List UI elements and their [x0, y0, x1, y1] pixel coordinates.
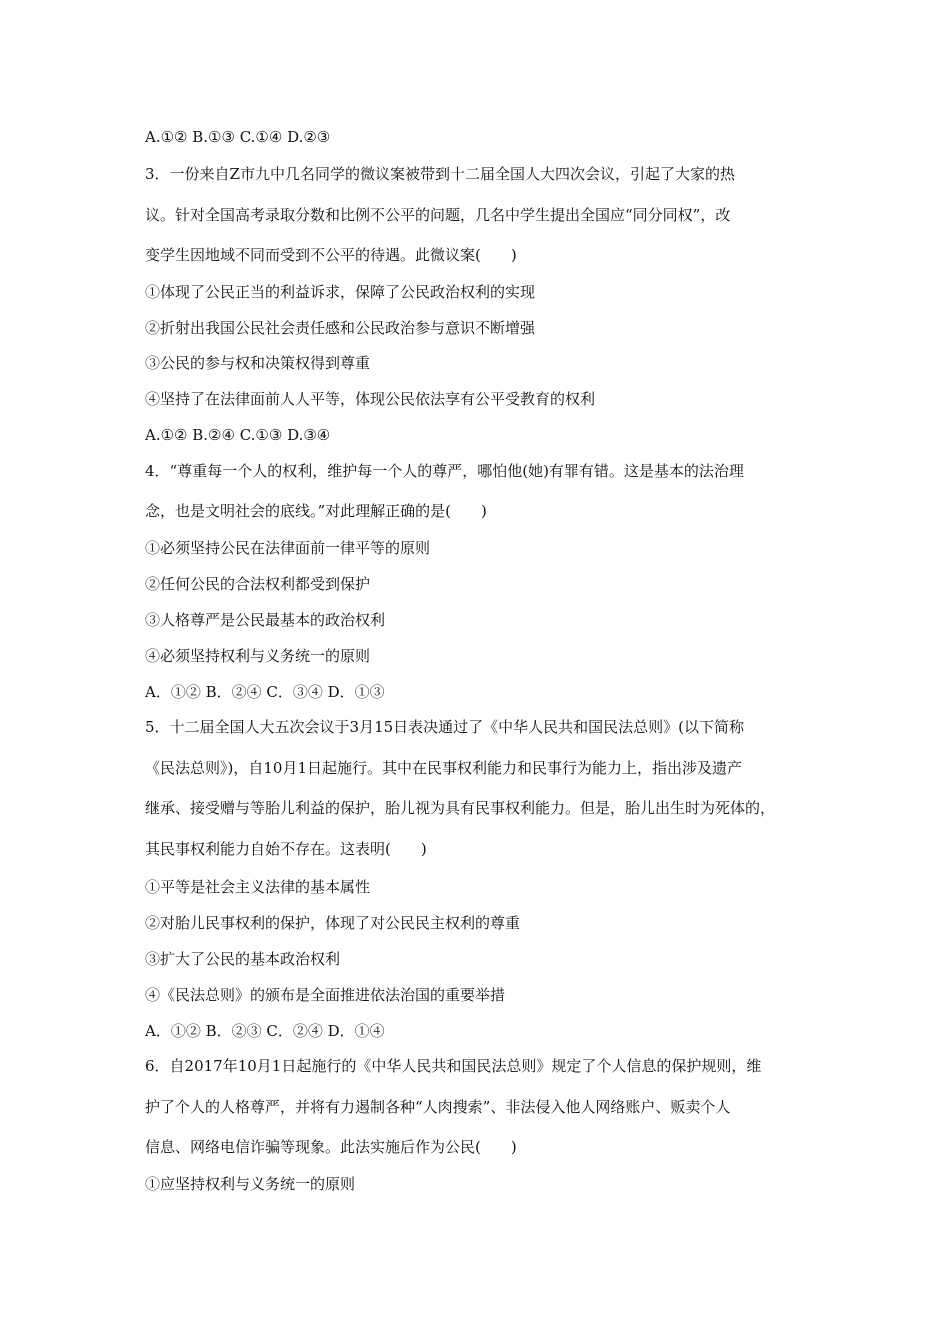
q5-stem-line-4: 其民事权利能力自始不存在。这表明( ): [145, 840, 427, 858]
q4-stem-line-2: 念，也是文明社会的底线。”对此理解正确的是( ): [145, 502, 487, 520]
q3-stem-line-3: 变学生因地域不同而受到不公平的待遇。此微议案( ): [145, 246, 517, 264]
q5-item-2: ②对胎儿民事权利的保护，体现了对公民民主权利的尊重: [145, 914, 521, 932]
q2-options: A.①② B.①③ C.①④ D.②③: [145, 128, 331, 146]
q4-item-4: ④必须坚持权利与义务统一的原则: [145, 647, 371, 665]
q3-stem-line-1: 3．一份来自Z市九中几名同学的微议案被带到十二届全国人大四次会议，引起了大家的热: [145, 165, 735, 183]
q3-stem-line-2: 议。针对全国高考录取分数和比例不公平的问题，几名中学生提出全国应“同分同权”，改: [145, 206, 731, 224]
q4-stem-line-1: 4．“尊重每一个人的权利，维护每一个人的尊严，哪怕他(她)有罪有错。这是基本的法治理: [145, 462, 744, 480]
q5-item-1: ①平等是社会主义法律的基本属性: [145, 878, 371, 896]
q5-options: A．①② B．②③ C．②④ D．①④: [145, 1022, 385, 1040]
q3-item-3: ③公民的参与权和决策权得到尊重: [145, 354, 371, 372]
q5-stem-line-1: 5．十二届全国人大五次会议于3月15日表决通过了《中华人民共和国民法总则》(以下简称: [145, 718, 745, 736]
q4-item-3: ③人格尊严是公民最基本的政治权利: [145, 611, 386, 629]
q5-stem-line-2: 《民法总则》)，自10月1日起施行。其中在民事权利能力和民事行为能力上，指出涉及遗产: [145, 759, 742, 777]
q3-item-2: ②折射出我国公民社会责任感和公民政治参与意识不断增强: [145, 319, 536, 337]
q3-options: A.①② B.②④ C.①③ D.③④: [145, 426, 331, 444]
q5-stem-line-3: 继承、接受赠与等胎儿利益的保护，胎儿视为具有民事权利能力。但是，胎儿出生时为死体的，: [145, 799, 776, 817]
q5-item-3: ③扩大了公民的基本政治权利: [145, 950, 341, 968]
q6-stem-line-2: 护了个人的人格尊严，并将有力遏制各种“人肉搜索”、非法侵入他人网络账户、贩卖个人: [145, 1098, 731, 1116]
q4-options: A．①② B．②④ C．③④ D．①③: [145, 683, 385, 701]
q3-item-4: ④坚持了在法律面前人人平等，体现公民依法享有公平受教育的权利: [145, 390, 596, 408]
q6-stem-line-1: 6．自2017年10月1日起施行的《中华人民共和国民法总则》规定了个人信息的保护规则，维: [145, 1057, 762, 1075]
q3-item-1: ①体现了公民正当的利益诉求，保障了公民政治权利的实现: [145, 283, 536, 301]
q5-item-4: ④《民法总则》的颁布是全面推进依法治国的重要举措: [145, 986, 506, 1004]
q6-item-1: ①应坚持权利与义务统一的原则: [145, 1175, 356, 1193]
q4-item-2: ②任何公民的合法权利都受到保护: [145, 575, 371, 593]
q4-item-1: ①必须坚持公民在法律面前一律平等的原则: [145, 539, 431, 557]
q6-stem-line-3: 信息、网络电信诈骗等现象。此法实施后作为公民( ): [145, 1138, 517, 1156]
